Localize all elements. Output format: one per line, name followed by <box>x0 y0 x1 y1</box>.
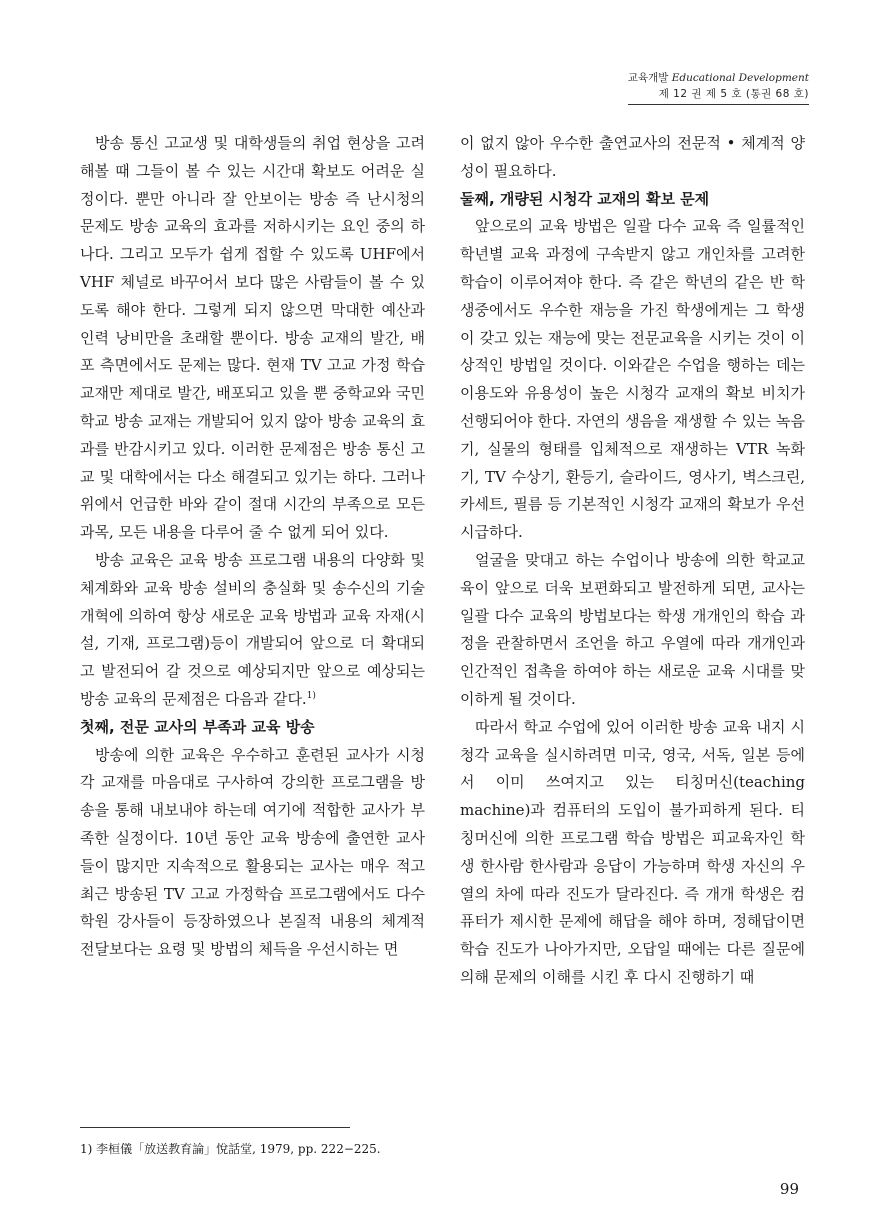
footnote-mark: 1) <box>306 690 316 701</box>
paragraph: 얼굴을 맞대고 하는 수업이나 방송에 의한 학교교육이 앞으로 더욱 보편화되고 발전하게 되면, 교사는 일괄 다수 교육의 방법보다는 학생 개개인의 학습 과정을 관찰하면서 조언을 하고 우열에 따라 개개인과 인간적인 접촉을 하여야 하는 새로운 교육 시대를 맞이하게 될 것이다. <box>460 550 805 708</box>
journal-title-en: Educational Development <box>671 72 809 84</box>
section-heading: 둘째, 개량된 시청각 교재의 확보 문제 <box>460 189 710 208</box>
paragraph: 따라서 학교 수업에 있어 이러한 방송 교육 내지 시청각 교육을 실시하려면 미국, 영국, 서독, 일본 등에서 이미 쓰여지고 있는 티칭머신(teaching machine)과 컴퓨터의 도입이 불가피하게 된다. 티칭머신에 의한 프로그램 학습 방법은 피교육자인 학생 한사람 한사람과 응답이 가능하며 학생 자신의 우열의 차에 따라 진도가 달라진다. 즉 개개 학생은 컴퓨터가 제시한 문제에 해답을 해야 하며, 정해답이면 학습 진도가 나아가지만, 오답일 때에는 다른 질문에 의해 문제의 이해를 시킨 후 다시 진행하기 때 <box>460 717 805 986</box>
right-column <box>460 130 805 992</box>
paragraph <box>80 547 425 714</box>
left-column <box>80 130 425 964</box>
paragraph: 앞으로의 교육 방법은 일괄 다수 교육 즉 일률적인 학년별 교육 과정에 구속받지 않고 개인차를 고려한 학습이 이루어져야 한다. 즉 같은 학년의 같은 반 학생중에서도 우수한 재능을 가진 학생에게는 그 학생이 갖고 있는 재능에 맞는 전문교육을 시키는 것이 이상적인 방법일 것이다. 이와같은 수업을 행하는 데는 이용도와 유용성이 높은 시청각 교재의 확보 비치가 선행되어야 한다. 자연의 생음을 재생할 수 있는 녹음기, 실물의 형태를 입체적으로 재생하는 VTR 녹화기, TV 수상기, 환등기, 슬라이드, 영사기, 벽스크린, 카세트, 필름 등 기본적인 시청각 교재의 확보가 우선 시급하다. <box>460 217 805 542</box>
footnote-divider <box>80 1127 350 1128</box>
paragraph-text: 방송 교육은 교육 방송 프로그램 내용의 다양화 및 체계화와 교육 방송 설비의 충실화 및 송수신의 기술 개혁에 의하여 항상 새로운 교육 방법과 교육 자재(시설, 기재, 프로그램)등이 개발되어 앞으로 더 확대되고 발전되어 갈 것으로 예상되지만 앞으로 예상되는 방송 교육의 문제점은 다음과 같다. <box>80 550 425 708</box>
page-number: 99 <box>779 1180 799 1198</box>
paragraph: 방송에 의한 교육은 우수하고 훈련된 교사가 시청각 교재를 마음대로 구사하여 강의한 프로그램을 방송을 통해 내보내야 하는데 여기에 적합한 교사가 부족한 실정이다. 10년 동안 교육 방송에 출연한 교사들이 많지만 지속적으로 활용되는 교사는 매우 적고 최근 방송된 TV 고교 가정학습 프로그램에서도 다수 학원 강사들이 등장하였으나 본질적 내용의 체계적 전달보다는 요령 및 방법의 체득을 우선시하는 면 <box>80 745 425 959</box>
issue-info: 제 12 권 제 5 호 (통권 68 호) <box>628 86 809 105</box>
journal-title-ko: 교육개발 <box>627 72 669 84</box>
paragraph: 방송 통신 고교생 및 대학생들의 취업 현상을 고려해볼 때 그들이 볼 수 있는 시간대 확보도 어려운 실정이다. 뿐만 아니라 잘 안보이는 방송 즉 난시청의 문제도 방송 교육의 효과를 저하시키는 요인 중의 하나다. 그리고 모두가 쉽게 접할 수 있도록 UHF에서 VHF 체널로 바꾸어서 보다 많은 사람들이 볼 수 있도록 해야 한다. 그렇게 되지 않으면 막대한 예산과 인력 낭비만을 초래할 뿐이다. 방송 교재의 발간, 배포 측면에서도 문제는 많다. 현재 TV 고교 가정 학습 교재만 제대로 발간, 배포되고 있을 뿐 중학교와 국민학교 방송 교재는 개발되어 있지 않아 방송 교육의 효과를 반감시키고 있다. 이러한 문제점은 방송 통신 고교 및 대학에서는 다소 해결되고 있기는 하다. 그러나 위에서 언급한 바와 같이 절대 시간의 부족으로 모든 과목, 모든 내용을 다루어 줄 수 없게 되어 있다. <box>80 134 425 542</box>
journal-title <box>628 70 809 86</box>
section-heading: 첫째, 전문 교사의 부족과 교육 방송 <box>80 717 315 736</box>
footnote: 1) 李桓儀「放送教育論」悅話堂, 1979, pp. 222−225. <box>80 1142 381 1156</box>
paragraph: 이 없지 않아 우수한 출연교사의 전문적 • 체계적 양성이 필요하다. <box>460 134 805 180</box>
running-header <box>628 70 809 105</box>
